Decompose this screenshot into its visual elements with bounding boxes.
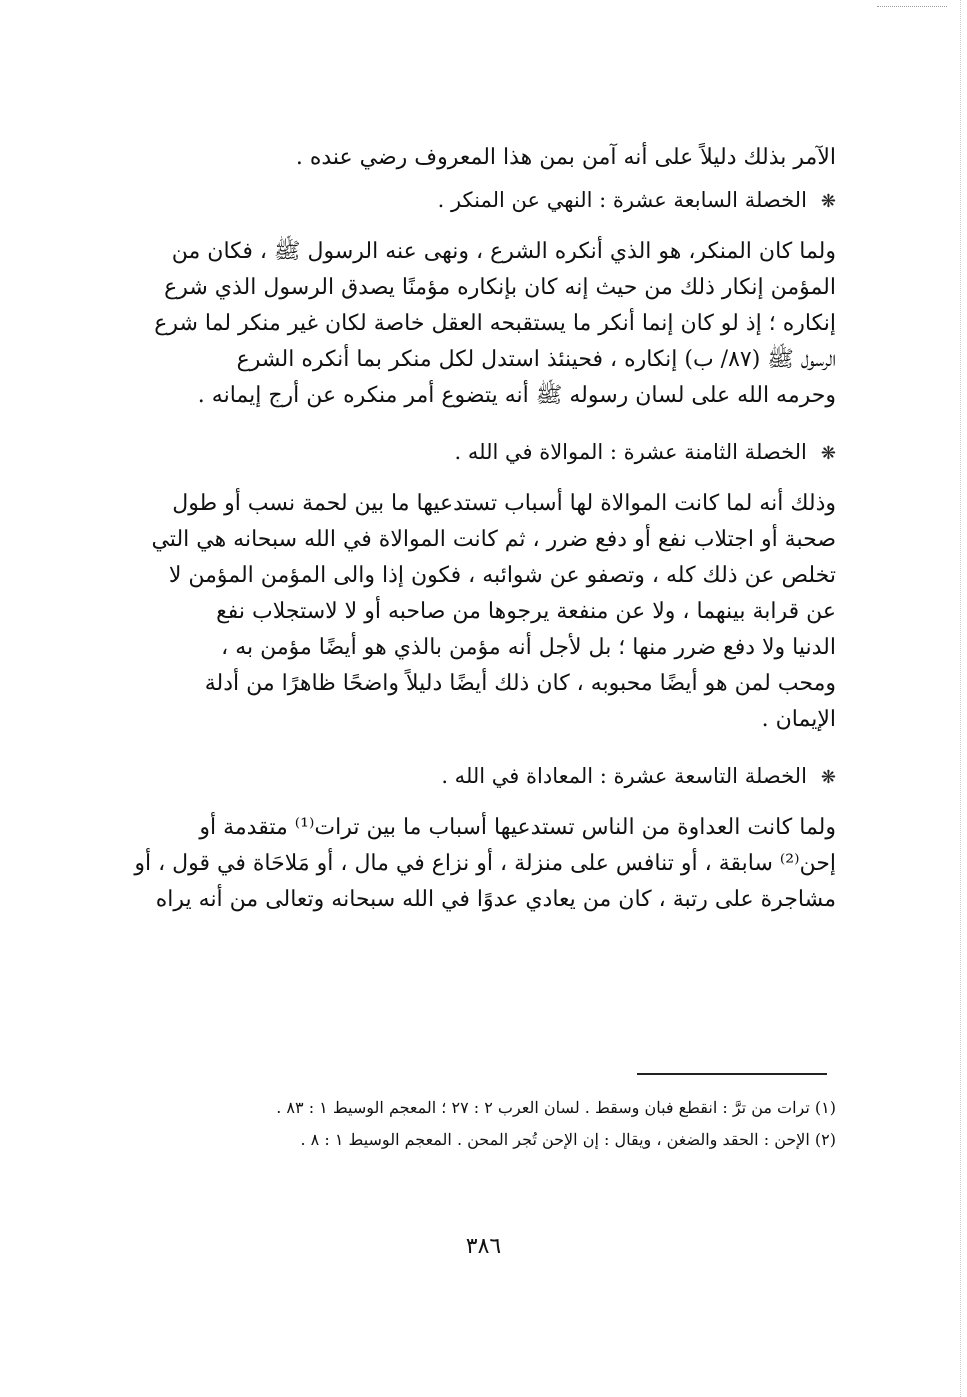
paragraph-line: الإيمان . [761, 707, 836, 732]
scan-corner-mark [877, 6, 947, 7]
scan-edge-dots [960, 0, 961, 1397]
paragraph-line: ومحب لمن هو أيضًا محبوبه ، كان ذلك أيضًا دليلاً واضحًا ظاهرًا من أدلة [204, 671, 836, 696]
paragraph-line: وحرمه الله على لسان رسوله ﷺ أنه يتضوع أمر منكره عن أرج إيمانه . [197, 383, 836, 408]
paragraph-line: الدنيا ولا دفع ضرر منها ؛ بل لأجل أنه مؤمن بالذي هو أيضًا مؤمن به ، [221, 635, 836, 660]
continuation-line: الآمر بذلك دليلاً على أنه آمن بمن هذا المعروف رضي عنده . [295, 145, 836, 170]
asterisk-ornament-icon: ❋ [820, 443, 836, 464]
paragraph-line: عن قرابة بينهما ، ولا عن منفعة يرجوها من صاحبه أو لا لاستجلاب نفع [216, 599, 836, 624]
paragraph-line: مشاجرة على رتبة ، كان من يعادي عدوًا في الله سبحانه وتعالى من أنه يراه [155, 887, 836, 912]
section-heading [122, 178, 836, 222]
paragraph-line: تخلص عن ذلك كله ، وتصفو عن شوائبه ، فكون إذا والى المؤمن المؤمن لا [168, 563, 836, 588]
heading-text: الخصلة الثامنة عشرة : الموالاة في الله . [454, 440, 807, 464]
footnote-divider [637, 1073, 827, 1075]
paragraph-line: صحبة أو اجتلاب نفع أو دفع ضرر ، ثم كانت الموالاة في الله سبحانه هي التي [151, 527, 836, 552]
footnotes [122, 1092, 836, 1156]
section-heading [122, 430, 836, 474]
paragraph-line: إنكاره ؛ إذ لو كان إنما أنكر ما يستقبحه العقل خاصة لكان غير منكر لما شرع [154, 311, 836, 336]
asterisk-ornament-icon: ❋ [820, 191, 836, 212]
paragraph-line: الرسول ﷺ (٨٧/ ب) إنكاره ، فحينئذ استدل لكل منكر بما أنكره الشرع [236, 347, 836, 372]
section-heading [122, 754, 836, 798]
paragraph-line: المؤمن إنكار ذلك من حيث إنه كان بإنكاره مؤمنًا يصدق الرسول الذي شرع [164, 275, 836, 300]
page-number: ٣٨٦ [465, 1234, 502, 1259]
paragraph-line: ولما كانت العداوة من الناس تستدعيها أسباب ما بين ترات⁽¹⁾ متقدمة أو [199, 815, 836, 840]
paragraph-line: إحن⁽²⁾ سابقة ، أو تنافس على منزلة ، أو نزاع في مال ، أو مَلاحَاة في قول ، أو [134, 851, 836, 876]
paragraph-line: وذلك أنه لما كانت الموالاة لها أسباب تستدعيها ما بين لحمة نسب أو طول [172, 491, 836, 516]
asterisk-ornament-icon: ❋ [820, 767, 836, 788]
footnote: (١) ترات من ترَّ : انقطع فبان وسقط . لسان العرب ٢ : ٢٧ ؛ المعجم الوسيط ١ : ٨٣ . [276, 1098, 836, 1117]
footnote: (٢) الإحن : الحقد والضغن ، ويقال : إن الإحن تُجر المحن . المعجم الوسيط ١ : ٨ . [300, 1130, 836, 1149]
heading-text: الخصلة التاسعة عشرة : المعاداة في الله . [441, 764, 807, 788]
main-text [122, 140, 836, 918]
paragraph-line: ولما كان المنكر، هو الذي أنكره الشرع ، ونهى عنه الرسول ﷺ ، فكان من [171, 239, 836, 264]
heading-text: الخصلة السابعة عشرة : النهي عن المنكر . [437, 188, 807, 212]
